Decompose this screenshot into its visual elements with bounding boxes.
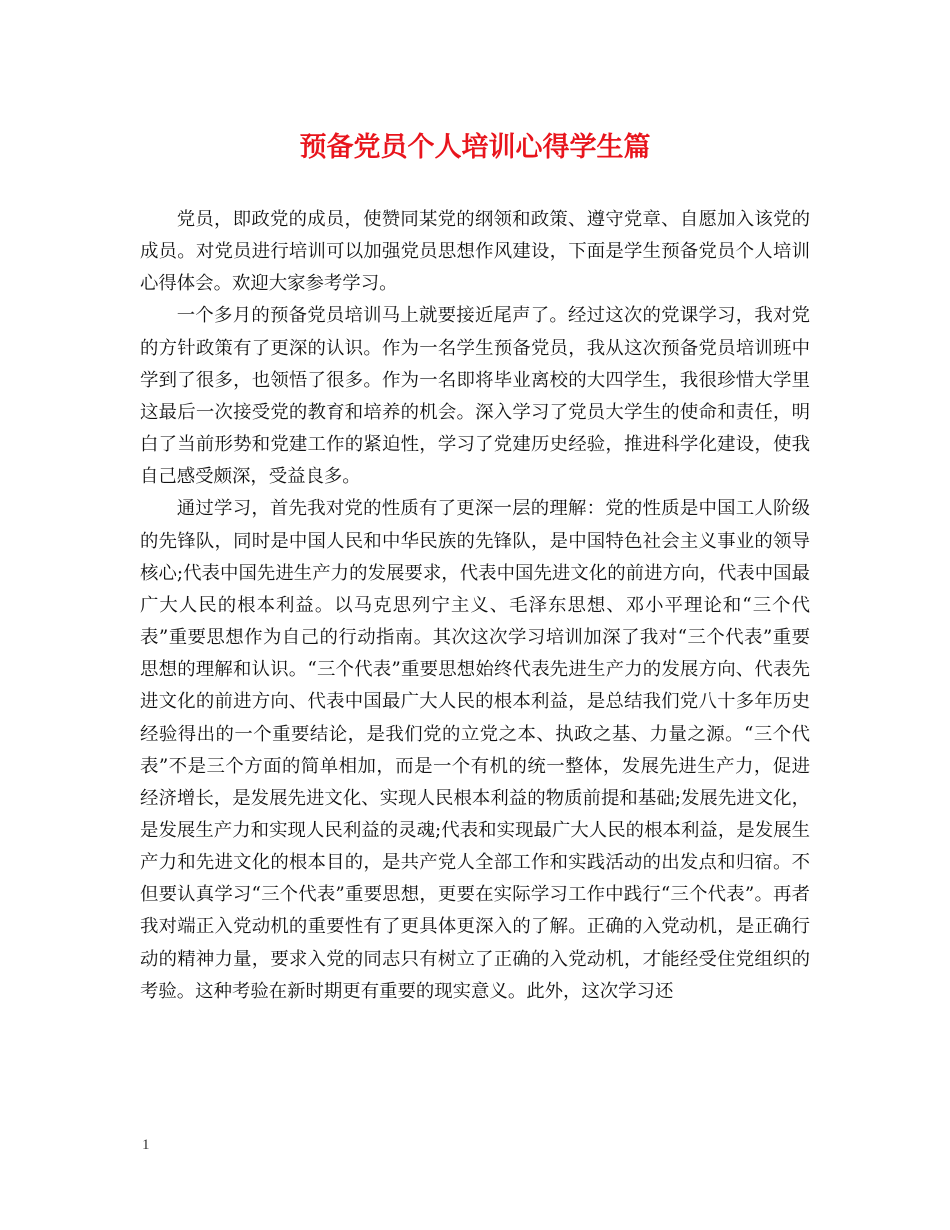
paragraph-intro: 党员，即政党的成员，使赞同某党的纲领和政策、遵守党章、自愿加入该党的成员。对党员进行培训可以加强党员思想作风建设，下面是学生预备党员个人培训心得体会。欢迎大家参考学习。 (140, 209, 810, 295)
paragraph-training-summary: 一个多月的预备党员培训马上就要接近尾声了。经过这次的党课学习，我对党的方针政策有了更深的认识。作为一名学生预备党员，我从这次预备党员培训班中学到了很多，也领悟了很多。作为一名即将毕业离校的大四学生，我很珍惜大学里这最后一次接受党的教育和培养的机会。深入学习了党员大学生的使命和责任，明白了当前形势和党建工作的紧迫性，学习了党建历史经验，推进科学化建设，使我自己感受颇深，受益良多。 (140, 305, 810, 488)
document-title: 预备党员个人培训心得学生篇 (299, 132, 651, 163)
document-body (140, 204, 810, 1008)
paragraph-party-nature: 通过学习，首先我对党的性质有了更深一层的理解：党的性质是中国工人阶级的先锋队，同时是中国人民和中华民族的先锋队，是中国特色社会主义事业的领导核心;代表中国先进生产力的发展要求，代表中国先进文化的前进方向，代表中国最广大人民的根本利益。以马克思列宁主义、毛泽东思想、邓小平理论和“三个代表”重要思想作为自己的行动指南。其次这次学习培训加深了我对“三个代表”重要思想的理解和认识。“三个代表”重要思想始终代表先进生产力的发展方向、代表先进文化的前进方向、代表中国最广大人民的根本利益，是总结我们党八十多年历史经验得出的一个重要结论，是我们党的立党之本、执政之基、力量之源。“三个代表”不是三个方面的简单相加，而是一个有机的统一整体，发展先进生产力，促进经济增长，是发展先进文化、实现人民根本利益的物质前提和基础;发展先进文化，是发展生产力和实现人民利益的灵魂;代表和实现最广大人民的根本利益，是发展生产力和先进文化的根本目的，是共产党人全部工作和实践活动的出发点和归宿。不但要认真学习“三个代表”重要思想，更要在实际学习工作中践行“三个代表”。再者 我对端正入党动机的重要性有了更具体更深入的了解。正确的入党动机，是正确行动的精神力量，要求入党的同志只有树立了正确的入党动机，才能经受住党组织的考验。这种考验在新时期更有重要的现实意义。此外，这次学习还 (140, 498, 810, 1002)
page-number: 1 (142, 1137, 150, 1153)
